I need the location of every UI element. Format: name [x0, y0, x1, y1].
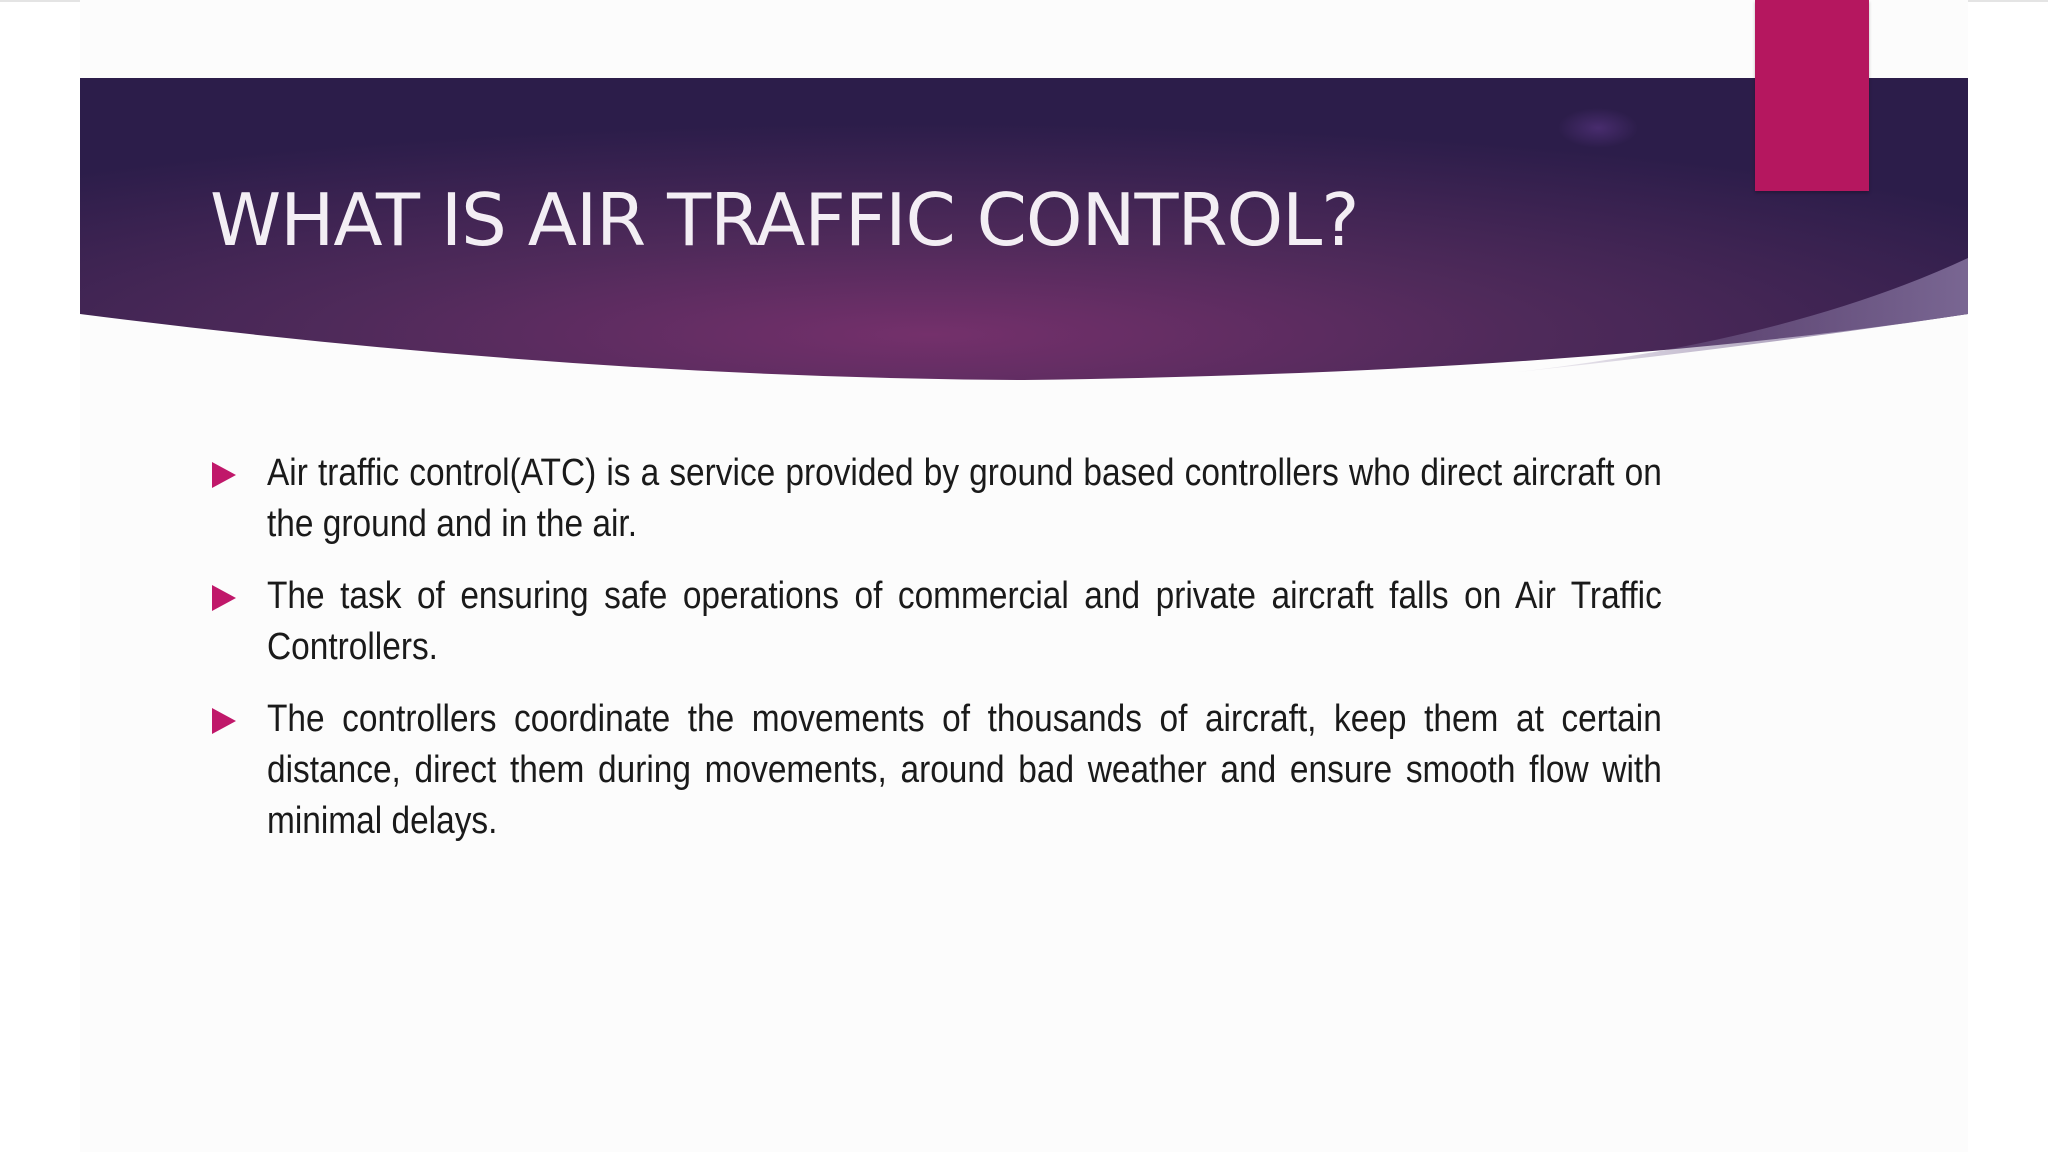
triangle-right-icon	[212, 462, 236, 488]
list-item	[206, 694, 1661, 847]
bullet-text: The controllers coordinate the movements of thousands of aircraft, keep them at certain distance, direct them during movements, around bad weather and ensure smooth flow with minimal delays.	[267, 698, 1662, 842]
accent-tab	[1755, 0, 1869, 191]
bullet-list	[206, 448, 1661, 868]
triangle-right-icon	[212, 708, 236, 734]
bullet-text: Air traffic control(ATC) is a service provided by ground based controllers who direct aircraft on the ground and in the air.	[267, 452, 1662, 545]
list-item	[206, 448, 1661, 550]
slide-title: WHAT IS AIR TRAFFIC CONTROL?	[210, 178, 1359, 262]
list-item	[206, 571, 1661, 673]
triangle-right-icon	[212, 585, 236, 611]
bullet-text: The task of ensuring safe operations of commercial and private aircraft falls on Air Traffic Controllers.	[267, 575, 1662, 668]
